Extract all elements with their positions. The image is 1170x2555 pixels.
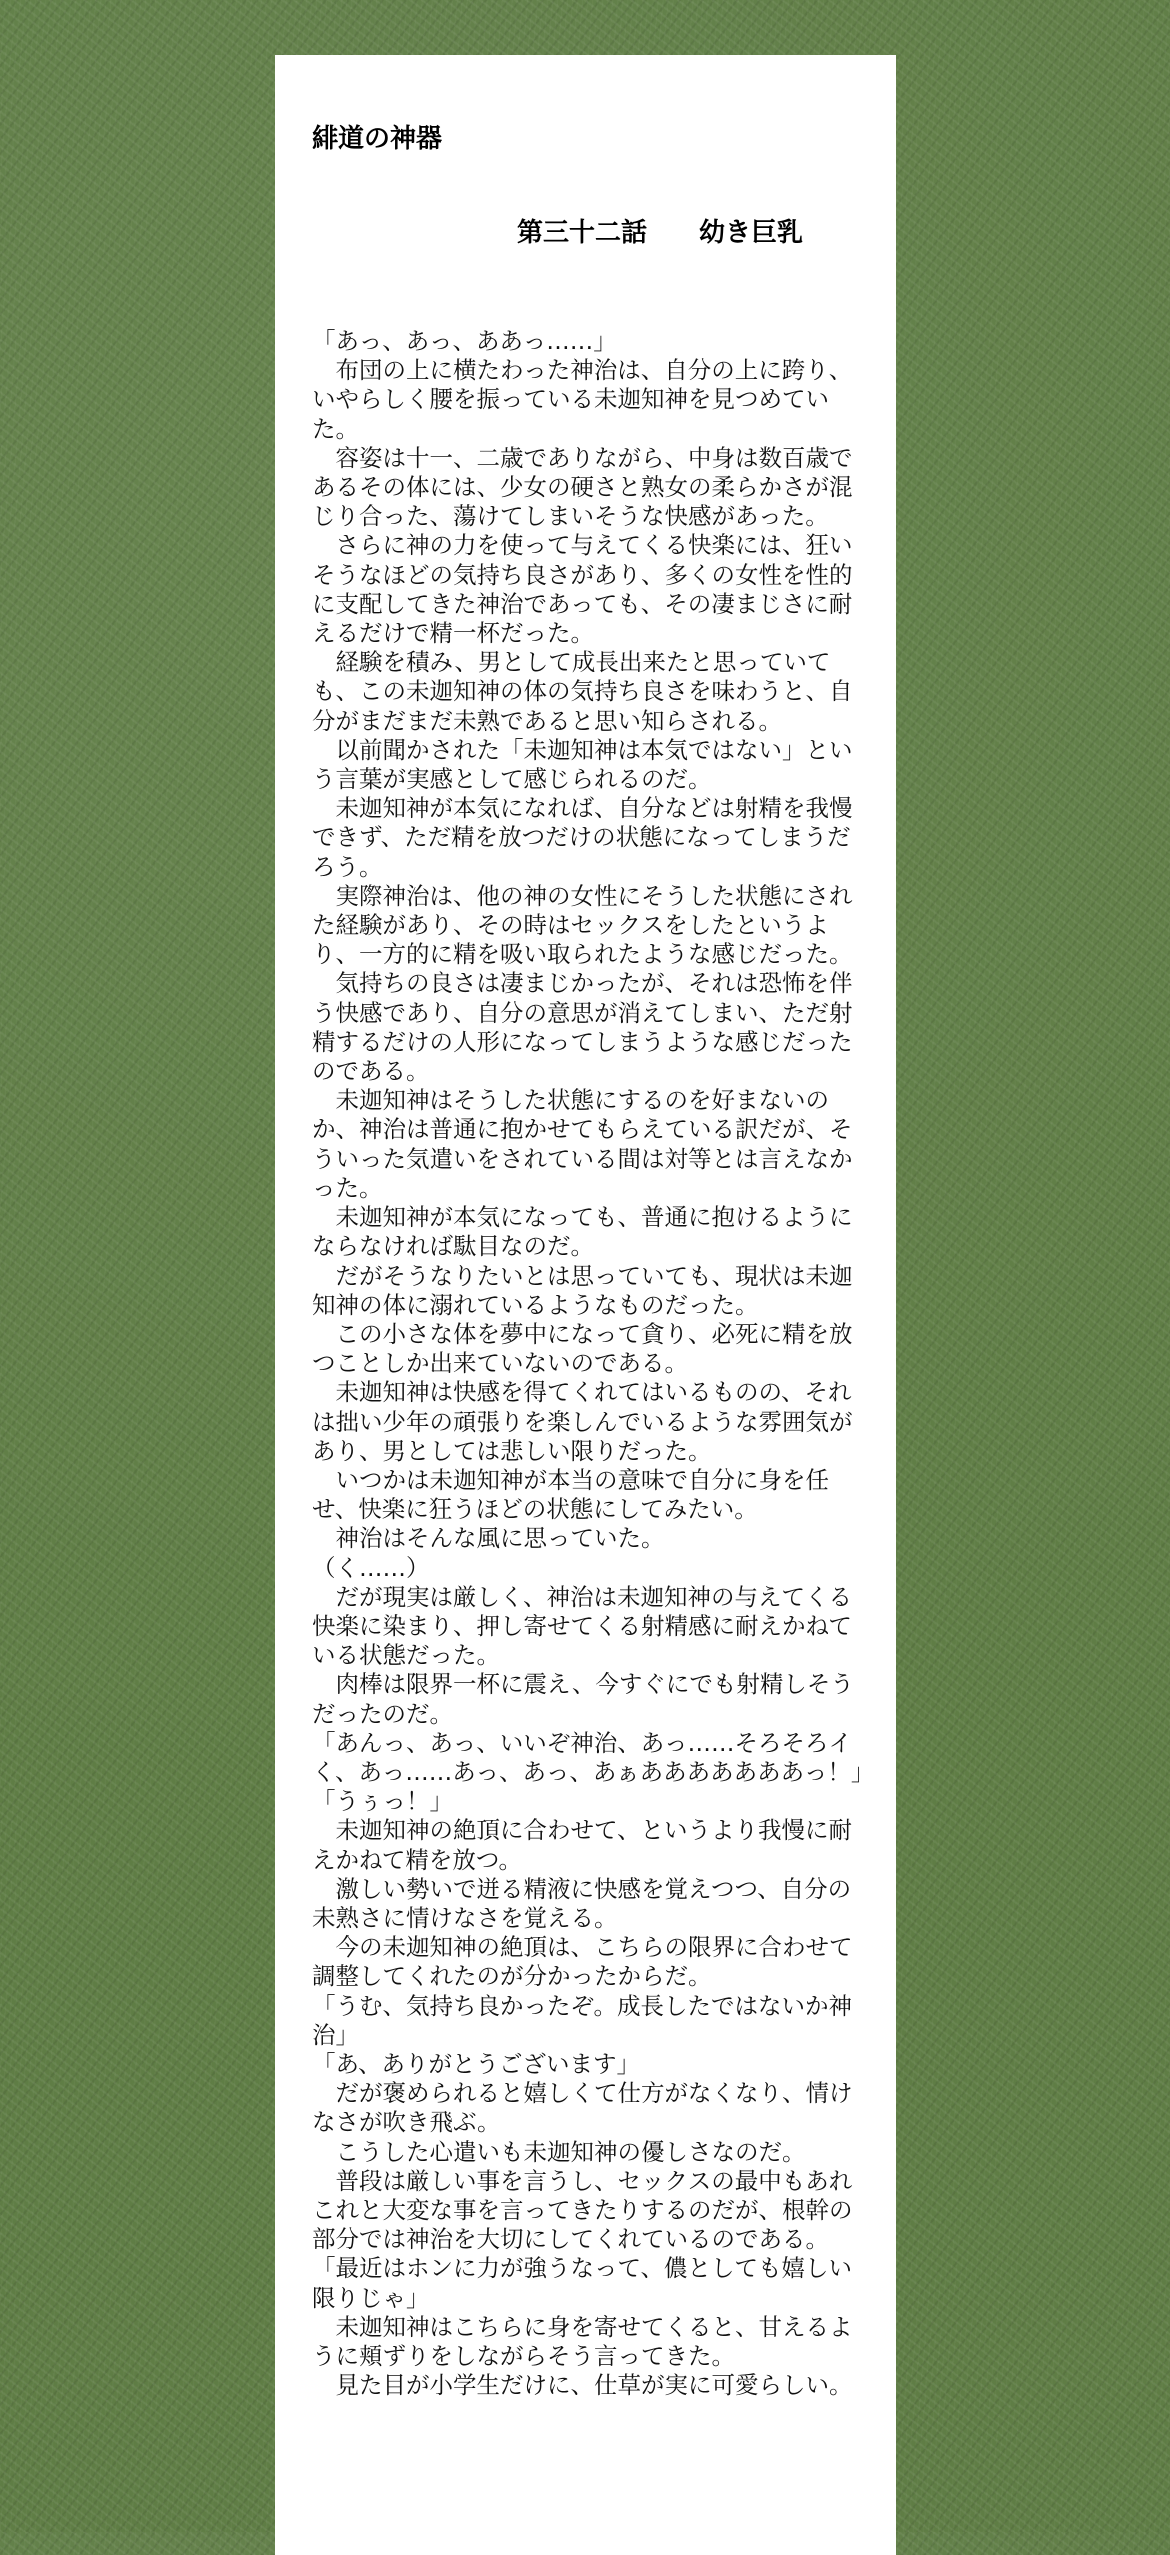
site-title: 緋道の神器 — [312, 124, 443, 154]
story-paragraph: 「あ、ありがとうございます」 — [312, 2049, 641, 2078]
story-paragraph: 容姿は十一、二歳でありながら、中身は数百歳であるその体には、少女の硬さと熟女の柔らかさが混じり合った、蕩けてしまいそうな快感があった。 — [312, 443, 853, 531]
story-paragraph: 普段は厳しい事を言うし、セックスの最中もあれこれと大変な事を言ってきたりするのだが、根幹の部分では神治を大切にしてくれているのである。 — [312, 2166, 853, 2254]
story-paragraph: こうした心遣いも未迦知神の優しさなのだ。 — [312, 2137, 806, 2166]
story-paragraph: 以前聞かされた「未迦知神は本気ではない」という言葉が実感として感じられるのだ。 — [312, 735, 853, 794]
story-paragraph: 未迦知神はこちらに身を寄せてくると、甘えるように頬ずりをしながらそう言ってきた。 — [312, 2312, 853, 2371]
story-paragraph: 未迦知神が本気になれば、自分などは射精を我慢できず、ただ精を放つだけの状態になってしまうだろう。 — [312, 794, 853, 881]
story-paragraph: だが褒められると嬉しくて仕方がなくなり、情けなさが吹き飛ぶ。 — [312, 2079, 853, 2137]
story-paragraph: いつかは未迦知神が本当の意味で自分に身を任せ、快楽に狂うほどの状態にしてみたい。 — [312, 1465, 829, 1524]
story-paragraph: この小さな体を夢中になって貪り、必死に精を放つことしか出来ていないのである。 — [312, 1319, 853, 1378]
story-paragraph: 未迦知神は快感を得てくれてはいるものの、それは拙い少年の頑張りを楽しんでいるような雰囲気があり、男としては悲しい限りだった。 — [312, 1378, 853, 1465]
story-paragraph: 見た目が小学生だけに、仕草が実に可愛らしい。 — [312, 2371, 853, 2400]
story-paragraph: 未迦知神はそうした状態にするのを好まないのか、神治は普通に抱かせてもらえている訳だが、そういった気遣いをされている間は対等とは言えなかった。 — [312, 1086, 853, 1202]
chapter-title: 第三十二話 幼き巨乳 — [517, 218, 804, 248]
story-paragraph: 未迦知神の絶頂に合わせて、というより我慢に耐えかねて精を放つ。 — [312, 1816, 853, 1874]
story-paragraph: 肉棒は限界一杯に震え、今すぐにでも射精しそうだったのだ。 — [312, 1670, 854, 1728]
story-paragraph: 布団の上に横たわった神治は、自分の上に跨り、いやらしく腰を振っている未迦知神を見つめていた。 — [312, 356, 853, 443]
story-paragraph: 「あんっ、あっ、いいぞ神治、あっ……そろそろイく、あっ……あっ、あっ、あぁあああああああっ！」 — [312, 1728, 875, 1786]
story-paragraph: 気持ちの良さは凄まじかったが、それは恐怖を伴う快感であり、自分の意思が消えてしまい、ただ射精するだけの人形になってしまうような感じだったのである。 — [312, 969, 853, 1086]
story-paragraph: 「うぅっ！」 — [312, 1787, 453, 1816]
story-paragraph: 未迦知神が本気になっても、普通に抱けるようにならなければ駄目なのだ。 — [312, 1203, 853, 1261]
story-paragraph: 「うむ、気持ち良かったぞ。成長したではないか神治」 — [312, 1991, 853, 2049]
content-panel — [275, 55, 896, 2555]
story-paragraph: 「あっ、あっ、ああっ……」 — [312, 327, 617, 355]
story-paragraph: だがそうなりたいとは思っていても、現状は未迦知神の体に溺れているようなものだった。 — [312, 1261, 853, 1319]
story-paragraph: 「最近はホンに力が強うなって、儂としても嬉しい限りじゃ」 — [312, 2254, 853, 2312]
story-text — [312, 327, 875, 2400]
story-paragraph: 今の未迦知神の絶頂は、こちらの限界に合わせて調整してくれたのが分かったからだ。 — [312, 1933, 853, 1991]
story-paragraph: さらに神の力を使って与えてくる快楽には、狂いそうなほどの気持ち良さがあり、多くの女性を性的に支配してきた神治であっても、その凄まじさに耐えるだけで精一杯だった。 — [312, 531, 853, 648]
story-paragraph: だが現実は厳しく、神治は未迦知神の与えてくる快楽に染まり、押し寄せてくる射精感に耐えかねている状態だった。 — [312, 1582, 853, 1670]
story-paragraph: 激しい勢いで迸る精液に快感を覚えつつ、自分の未熟さに情けなさを覚える。 — [312, 1874, 852, 1932]
story-paragraph: （く……） — [312, 1553, 430, 1582]
story-paragraph: 経験を積み、男として成長出来たと思っていても、この未迦知神の体の気持ち良さを味わうと、自分がまだまだ未熟であると思い知らされる。 — [312, 648, 853, 735]
story-paragraph: 実際神治は、他の神の女性にそうした状態にされた経験があり、その時はセックスをしたというより、一方的に精を吸い取られたような感じだった。 — [312, 881, 853, 969]
story-paragraph: 神治はそんな風に思っていた。 — [312, 1524, 665, 1553]
